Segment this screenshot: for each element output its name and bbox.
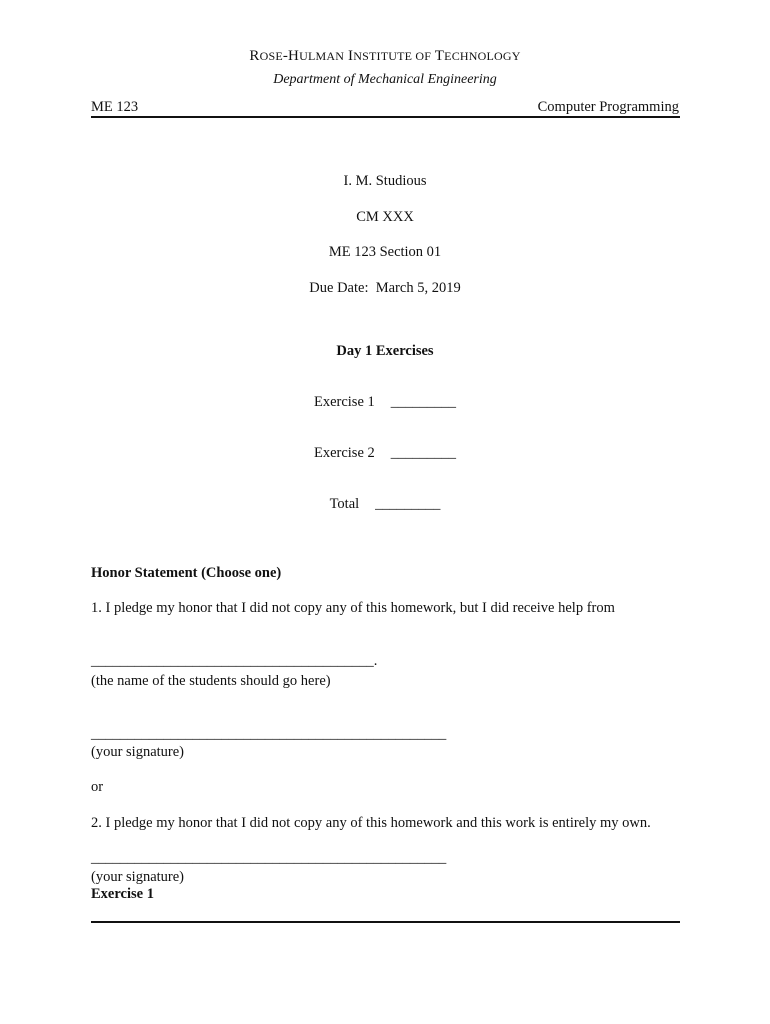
signature-caption: (your signature) [91,869,185,885]
course-section: ME 123 Section 01 [328,244,442,260]
exercise-row-1 [0,394,770,411]
institution-name-part: NSTITUTE OF [353,49,432,63]
student-name: I. M. Studious [343,173,427,189]
section-heading: Exercise 1 [91,886,154,902]
header-rule [91,116,680,118]
campus-mailbox: CM XXX [356,209,414,225]
total-row [0,496,770,513]
institution-name-part: OSE [259,49,283,63]
signature-line: _________________________________________________ [91,726,447,742]
exercises-title: Day 1 Exercises [336,343,434,359]
institution-name [0,48,770,65]
score-blank: _________ [390,394,457,410]
helpers-caption: (the name of the students should go here) [91,673,331,689]
course-code: ME 123 [91,99,139,115]
honor-title: Honor Statement (Choose one) [91,565,282,581]
institution-name-part: ECHNOLOGY [444,49,521,63]
helpers-line: _______________________________________. [91,653,378,669]
total-label: Total [329,496,360,512]
institution-name-part: I [344,48,354,64]
section-rule [91,921,680,923]
score-blank: _________ [375,496,441,512]
institution-name-part: -H [282,48,300,64]
signature-line: _________________________________________________ [91,850,447,866]
institution-name-part: ULMAN [299,49,345,63]
institution-name-part: T [431,48,445,64]
department-name: Department of Mechanical Engineering [273,72,497,87]
honor-option-1: 1. I pledge my honor that I did not copy any of this homework, but I did receive help from [91,600,615,616]
due-date: Due Date: March 5, 2019 [309,280,461,296]
exercise-row-2 [0,445,770,462]
score-blank: _________ [390,445,457,461]
institution-name-part: R [249,48,260,64]
exercise-label: Exercise 1 [313,394,375,410]
honor-option-2: 2. I pledge my honor that I did not copy any of this homework and this work is entirely my own. [91,815,651,831]
course-subject: Computer Programming [537,99,679,115]
exercise-label: Exercise 2 [313,445,375,461]
or-separator: or [91,779,104,795]
signature-caption: (your signature) [91,744,185,760]
